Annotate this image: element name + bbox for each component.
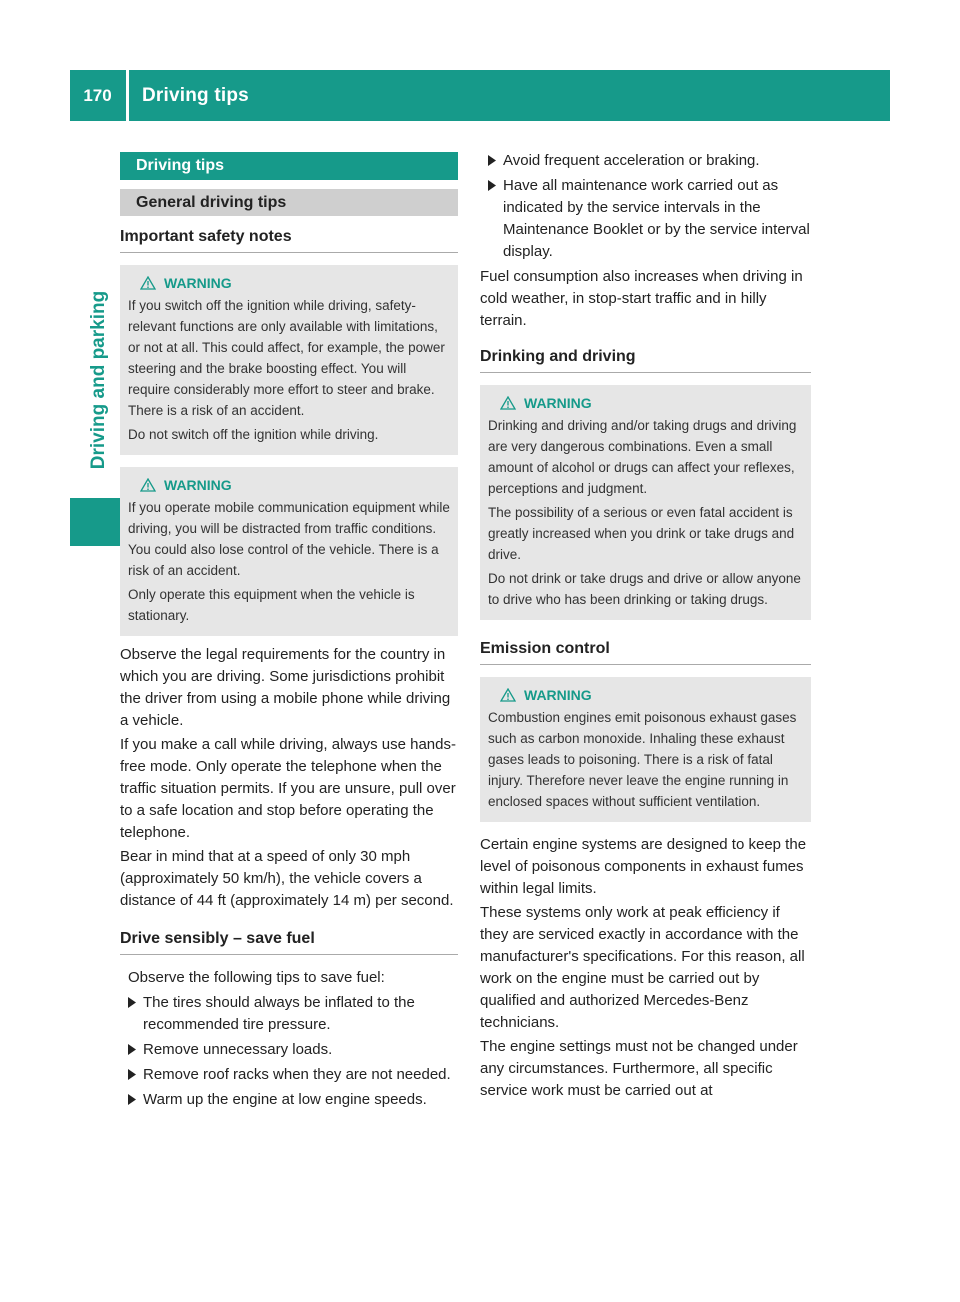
section-title: Driving tips bbox=[120, 152, 458, 180]
fuel-heading: Drive sensibly – save fuel bbox=[120, 930, 458, 955]
warning-text: Do not switch off the ignition while driving. bbox=[128, 427, 379, 442]
paragraph: Bear in mind that at a speed of only 30 mph (approximately 50 km/h), the vehicle covers a distance of 44 ft (approximately 14 m) per second. bbox=[120, 848, 454, 909]
warning-title bbox=[488, 394, 803, 412]
warning-text: Only operate this equipment when the vehicle is stationary. bbox=[128, 587, 415, 623]
warning-text: If you operate mobile communication equipment while driving, you will be distracted from traffic conditions. You could also lose control of the vehicle. There is a risk of an accident. bbox=[128, 500, 450, 578]
drinking-heading: Drinking and driving bbox=[480, 348, 811, 373]
list-item bbox=[480, 150, 811, 172]
right-column bbox=[480, 150, 811, 1102]
list-item-text: Remove roof racks when they are not needed. bbox=[143, 1066, 451, 1083]
paragraph: Certain engine systems are designed to keep the level of poisonous components in exhaust fumes within legal limits. bbox=[480, 836, 807, 897]
warning-title bbox=[128, 274, 450, 292]
warning-label: WARNING bbox=[524, 395, 592, 411]
paragraph: If you make a call while driving, always use hands-free mode. Only operate the telephone when the traffic situation permits. If you are unsure, pull over to a safe location and stop before operating the telephone. bbox=[120, 736, 456, 841]
page-number: 170 bbox=[83, 85, 112, 105]
bullet-triangle-icon bbox=[128, 1094, 136, 1105]
list-item bbox=[120, 992, 458, 1036]
safety-heading: Important safety notes bbox=[120, 228, 458, 253]
warning-title bbox=[488, 686, 803, 704]
list-item bbox=[120, 1039, 458, 1061]
list-item-text: Have all maintenance work carried out as indicated by the service intervals in the Maintenance Booklet or by the service interval display. bbox=[503, 177, 810, 260]
fuel-tips-list-continued bbox=[480, 150, 811, 263]
list-item bbox=[120, 1064, 458, 1086]
sidebar-label-text: Driving and parking bbox=[88, 290, 110, 470]
paragraph: These systems only work at peak efficiency if they are serviced exactly in accordance with the manufacturer's specifications. For this reason, all work on the engine must be carried out by qualified and authorized Mercedes-Benz technicians. bbox=[480, 904, 805, 1031]
warning-label: WARNING bbox=[524, 687, 592, 703]
warning-label: WARNING bbox=[164, 275, 232, 291]
sidebar-marker bbox=[70, 498, 120, 546]
warning-box bbox=[480, 677, 811, 822]
list-item-text: Remove unnecessary loads. bbox=[143, 1041, 333, 1058]
header-title: Driving tips bbox=[142, 84, 249, 106]
sidebar-chapter-label bbox=[84, 250, 114, 510]
header-divider bbox=[126, 70, 129, 121]
emission-heading: Emission control bbox=[480, 640, 811, 665]
bullet-triangle-icon bbox=[488, 155, 496, 166]
list-item bbox=[120, 1089, 458, 1111]
warning-text: Do not drink or take drugs and drive or allow anyone to drive who has been drinking or taking drugs. bbox=[488, 571, 801, 607]
list-item-text: The tires should always be inflated to the recommended tire pressure. bbox=[143, 994, 415, 1033]
paragraph: Observe the legal requirements for the country in which you are driving. Some jurisdictions prohibit the driver from using a mobile phone while driving a vehicle. bbox=[120, 646, 451, 729]
warning-text: If you switch off the ignition while driving, safety-relevant functions are only available with limitations, or not at all. This could affect, for example, the power steering and the brake boosting effect. You will require considerably more effort to steer and brake. There is a risk of an accident. bbox=[128, 298, 445, 418]
warning-title bbox=[128, 476, 450, 494]
paragraph: Fuel consumption also increases when driving in cold weather, in stop-start traffic and in hilly terrain. bbox=[480, 268, 803, 329]
warning-text: The possibility of a serious or even fatal accident is greatly increased when you drink or take drugs and drive. bbox=[488, 505, 795, 562]
warning-box bbox=[120, 467, 458, 636]
bullet-triangle-icon bbox=[128, 997, 136, 1008]
warning-text: Combustion engines emit poisonous exhaust gases such as carbon monoxide. Inhaling these exhaust gases leads to poisoning. There is a risk of fatal injury. Therefore never leave the engine running in enclosed spaces without sufficient ventilation. bbox=[488, 710, 797, 809]
warning-box bbox=[480, 385, 811, 620]
left-column bbox=[120, 152, 458, 1111]
warning-triangle-icon bbox=[140, 276, 156, 290]
bullet-triangle-icon bbox=[128, 1069, 136, 1080]
list-item-text: Avoid frequent acceleration or braking. bbox=[503, 152, 760, 169]
warning-triangle-icon bbox=[500, 396, 516, 410]
list-item bbox=[480, 175, 811, 263]
warning-label: WARNING bbox=[164, 477, 232, 493]
fuel-tips-list bbox=[120, 992, 458, 1111]
bullet-triangle-icon bbox=[128, 1044, 136, 1055]
warning-text: Drinking and driving and/or taking drugs and driving are very dangerous combinations. Even a small amount of alcohol or drugs can affect your reflexes, perceptions and judgment. bbox=[488, 418, 797, 496]
subsection-title: General driving tips bbox=[120, 189, 458, 216]
warning-triangle-icon bbox=[140, 478, 156, 492]
warning-box bbox=[120, 265, 458, 455]
paragraph: Observe the following tips to save fuel: bbox=[128, 969, 385, 986]
bullet-triangle-icon bbox=[488, 180, 496, 191]
warning-triangle-icon bbox=[500, 688, 516, 702]
list-item-text: Warm up the engine at low engine speeds. bbox=[143, 1091, 427, 1108]
paragraph: The engine settings must not be changed under any circumstances. Furthermore, all specific service work must be carried out at bbox=[480, 1038, 798, 1099]
